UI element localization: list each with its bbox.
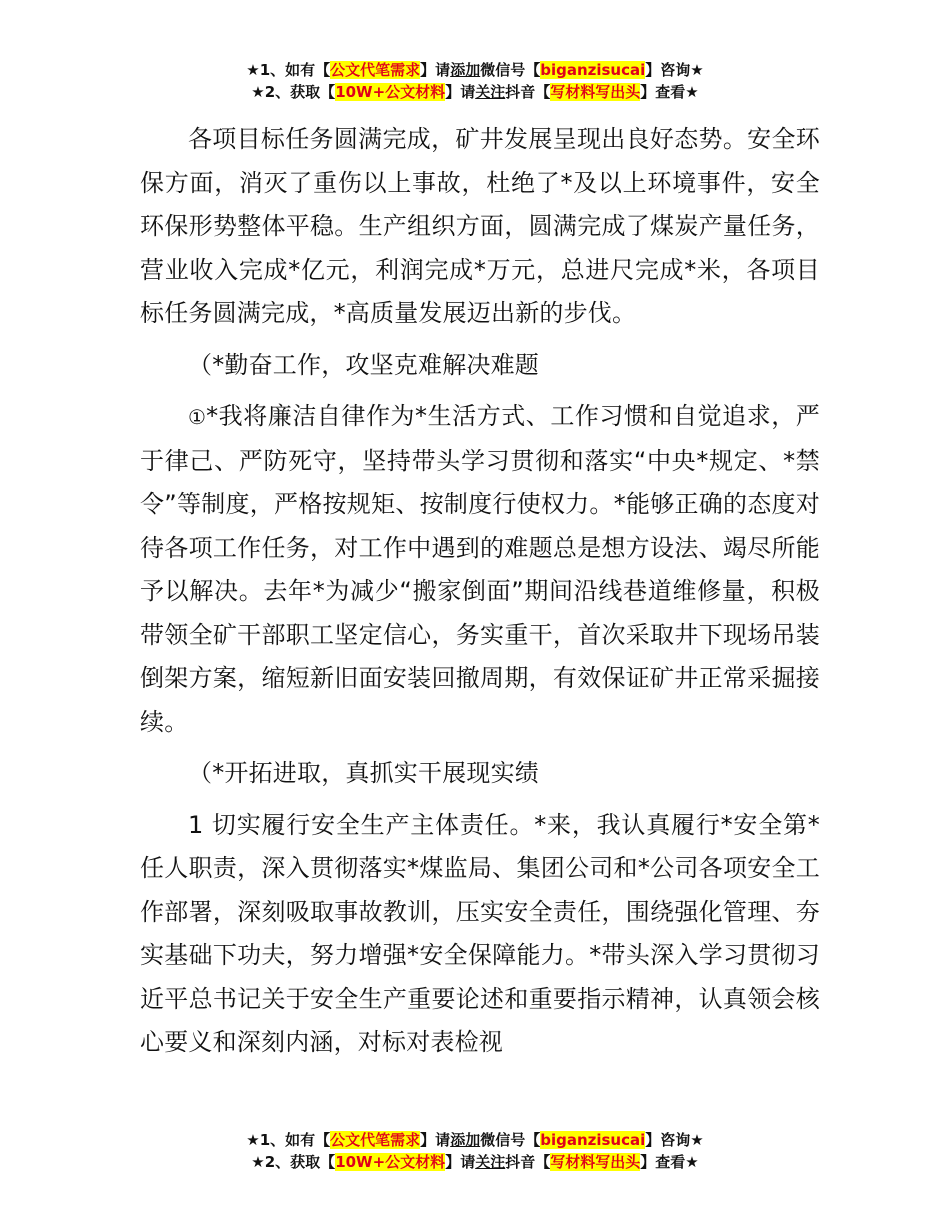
banner-underline: 关注 bbox=[475, 1153, 506, 1171]
banner-text: 】请 bbox=[445, 1153, 476, 1171]
banner-highlight: 公文代笔需求 bbox=[330, 1131, 421, 1149]
header-banner bbox=[0, 59, 950, 103]
section-heading-1: （*勤奋工作，攻坚克难解决难题 bbox=[188, 350, 539, 379]
banner-highlight: 10W+公文材料 bbox=[335, 83, 446, 101]
section-heading-2: （*开拓进取，真抓实干展现实绩 bbox=[188, 759, 539, 787]
paragraph-1: 各项目标任务圆满完成，矿井发展呈现出良好态势。安全环保方面，消灭了重伤以上事故，杜绝了*及以上环境事件，安全环保形势整体平稳。生产组织方面，圆满完成了煤炭产量任务，营业收入完成*亿元，利润完成*万元，总进尺完成*米，各项目标任务圆满完成，*高质量发展迈出新的步伐。 bbox=[140, 125, 820, 327]
banner-text: 】请 bbox=[420, 61, 451, 79]
banner-highlight: 10W+公文材料 bbox=[335, 1153, 446, 1171]
banner-line-2 bbox=[0, 81, 950, 103]
paragraph-2 bbox=[140, 395, 820, 744]
banner-highlight: 写材料写出头 bbox=[550, 83, 641, 101]
document-body bbox=[140, 118, 820, 1073]
banner-text: ★2、获取【 bbox=[251, 83, 336, 101]
banner-underline: 添加 bbox=[450, 1131, 481, 1149]
banner-text: 抖音【 bbox=[505, 83, 551, 101]
banner-text: 微信号【 bbox=[480, 61, 541, 79]
banner-text: ★2、获取【 bbox=[251, 1153, 336, 1171]
banner-highlight: 写材料写出头 bbox=[550, 1153, 641, 1171]
banner-text: 】请 bbox=[445, 83, 476, 101]
circled-number-marker: ① bbox=[188, 405, 207, 429]
banner-underline: 关注 bbox=[475, 83, 506, 101]
banner-line-2 bbox=[0, 1151, 950, 1173]
paragraph-2-text: *我将廉洁自律作为*生活方式、工作习惯和自觉追求，严于律己、严防死守，坚持带头学习贯彻和落实“中央*规定、*禁令”等制度，严格按规矩、按制度行使权力。*能够正确的态度对待各项工作任务，对工作中遇到的难题总是想方设法、竭尽所能予以解决。去年*为减少“搬家倒面”期间沿线巷道维修量，积极带领全矿干部职工坚定信心，务实重干，首次采取井下现场吊装倒架方案，缩短新旧面安装回撤周期，有效保证矿井正常采掘接续。 bbox=[140, 402, 820, 736]
banner-highlight: biganzisucai bbox=[540, 61, 646, 79]
banner-text: 微信号【 bbox=[480, 1131, 541, 1149]
banner-text: ★1、如有【 bbox=[246, 61, 331, 79]
banner-underline: 添加 bbox=[450, 61, 481, 79]
banner-line-1 bbox=[0, 59, 950, 81]
banner-text: 】查看★ bbox=[640, 83, 699, 101]
banner-highlight: 公文代笔需求 bbox=[330, 61, 421, 79]
banner-highlight: biganzisucai bbox=[540, 1131, 646, 1149]
banner-text: ★1、如有【 bbox=[246, 1131, 331, 1149]
banner-text: 】咨询★ bbox=[645, 61, 704, 79]
banner-text: 抖音【 bbox=[505, 1153, 551, 1171]
footer-banner bbox=[0, 1129, 950, 1173]
paragraph-3: 1 切实履行安全生产主体责任。*来，我认真履行*安全第*任人职责，深入贯彻落实*煤监局、集团公司和*公司各项安全工作部署，深刻吸取事故教训，压实安全责任，围绕强化管理、夯实基础下功夫，努力增强*安全保障能力。*带头深入学习贯彻习近平总书记关于安全生产重要论述和重要指示精神，认真领会核心要义和深刻内涵，对标对表检视 bbox=[140, 810, 820, 1056]
banner-text: 】咨询★ bbox=[645, 1131, 704, 1149]
banner-text: 】查看★ bbox=[640, 1153, 699, 1171]
banner-text: 】请 bbox=[420, 1131, 451, 1149]
banner-line-1 bbox=[0, 1129, 950, 1151]
